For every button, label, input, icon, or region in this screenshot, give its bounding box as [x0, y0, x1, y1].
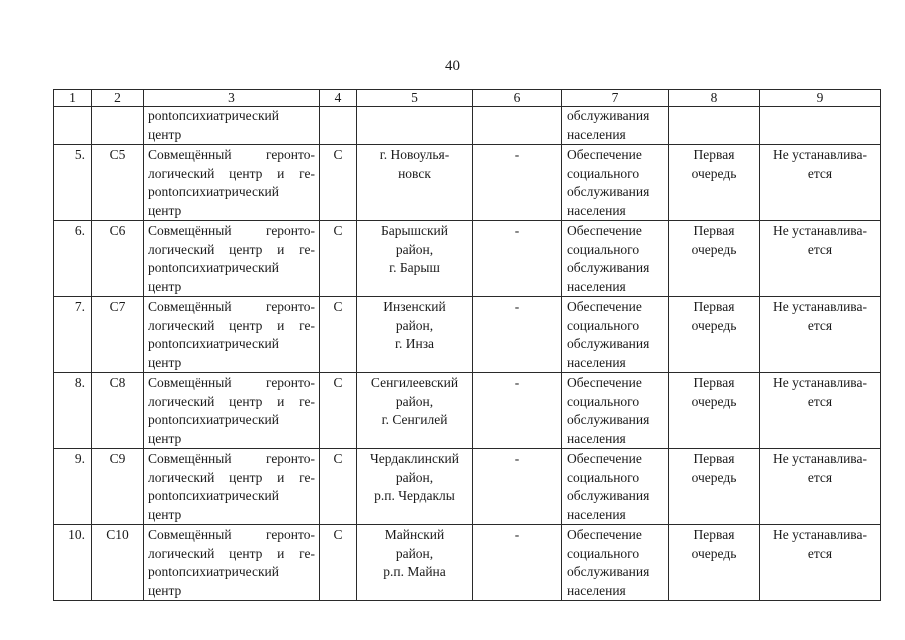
queue-line: Первая	[693, 147, 735, 162]
location-line: г. Инза	[394, 336, 435, 351]
column-header: 6	[473, 90, 562, 107]
queue-line: очередь	[691, 317, 737, 333]
type-cell: С	[320, 525, 357, 601]
dash-cell: -	[473, 525, 562, 601]
table-cell	[54, 107, 92, 145]
name-line: логический центр и ге-	[148, 393, 315, 409]
dash-cell: -	[473, 449, 562, 525]
table-row	[54, 449, 881, 525]
zone-line: Не устанавлива-	[773, 451, 867, 466]
location-line: район,	[395, 545, 434, 561]
purpose-line: Обеспечение	[567, 527, 642, 542]
purpose-line: социального	[567, 317, 640, 333]
column-header: 4	[320, 90, 357, 107]
row-number: 10.	[54, 525, 92, 601]
table-row	[54, 221, 881, 297]
purpose-line: социального	[567, 165, 640, 181]
name-cell	[144, 373, 320, 449]
queue-cell	[669, 221, 760, 297]
name-line: Совмещённый геронто-	[148, 299, 315, 314]
name-line: Совмещённый геронто-	[148, 527, 315, 542]
object-code: С7	[92, 297, 144, 373]
name-line: логический центр и ге-	[148, 469, 315, 485]
name-line: Совмещённый геронто-	[148, 147, 315, 162]
queue-cell	[669, 525, 760, 601]
zone-line: Не устанавлива-	[773, 527, 867, 542]
name-line: рontoпсихиатрический	[148, 336, 279, 351]
table-cell	[669, 107, 760, 145]
type-cell: С	[320, 297, 357, 373]
column-header: 1	[54, 90, 92, 107]
zone-line: Не устанавлива-	[773, 223, 867, 238]
purpose-line: социального	[567, 241, 640, 257]
continuation-row	[54, 107, 881, 145]
purpose-line: населения	[567, 126, 626, 142]
purpose-line: населения	[567, 202, 626, 218]
location-cell	[357, 373, 473, 449]
purpose-line: населения	[567, 354, 626, 370]
name-line: рontoпсихиатрический	[148, 184, 279, 199]
name-line: центр	[148, 506, 182, 522]
purpose-line: Обеспечение	[567, 375, 642, 390]
name-line: рontoпсихиатрический	[148, 260, 279, 275]
queue-line: Первая	[693, 299, 735, 314]
dash-cell: -	[473, 297, 562, 373]
zone-line: ется	[807, 545, 833, 561]
purpose-cell	[562, 373, 669, 449]
purpose-cell	[562, 297, 669, 373]
location-cell	[357, 449, 473, 525]
location-line: Барышский	[381, 223, 448, 238]
zone-line: Не устанавлива-	[773, 299, 867, 314]
table-cell	[473, 107, 562, 145]
zone-cell	[760, 297, 881, 373]
queue-line: очередь	[691, 393, 737, 409]
zone-cell	[760, 145, 881, 221]
queue-line: очередь	[691, 241, 737, 257]
location-line: р.п. Майна	[383, 564, 446, 579]
row-number: 9.	[54, 449, 92, 525]
type-cell: С	[320, 145, 357, 221]
queue-cell	[669, 373, 760, 449]
type-cell: С	[320, 221, 357, 297]
row-number: 7.	[54, 297, 92, 373]
table-row	[54, 145, 881, 221]
table-row	[54, 525, 881, 601]
table-row	[54, 297, 881, 373]
purpose-line: населения	[567, 582, 626, 598]
purpose-line: Обеспечение	[567, 299, 642, 314]
name-line: рontoпсихиатрический	[148, 564, 279, 579]
purpose-line: обслуживания	[567, 260, 650, 275]
object-code: С5	[92, 145, 144, 221]
purpose-line: населения	[567, 278, 626, 294]
name-line: Совмещённый геронто-	[148, 375, 315, 390]
column-header: 5	[357, 90, 473, 107]
zone-cell	[760, 449, 881, 525]
location-line: Майнский	[384, 527, 445, 542]
table-cell	[92, 107, 144, 145]
object-code: С8	[92, 373, 144, 449]
queue-cell	[669, 449, 760, 525]
name-line: центр	[148, 202, 182, 218]
type-cell: С	[320, 449, 357, 525]
location-cell	[357, 145, 473, 221]
name-line: центр	[148, 354, 182, 370]
name-line: логический центр и ге-	[148, 165, 315, 181]
dash-cell: -	[473, 145, 562, 221]
location-line: район,	[395, 241, 434, 257]
name-line: Совмещённый геронто-	[148, 451, 315, 466]
name-line: Совмещённый геронто-	[148, 223, 315, 238]
zone-cell	[760, 373, 881, 449]
purpose-line: обслуживания	[567, 564, 650, 579]
location-cell	[357, 525, 473, 601]
purpose-cell	[562, 107, 669, 145]
location-line: новск	[398, 165, 431, 181]
name-line: центр	[148, 430, 182, 446]
object-code: С9	[92, 449, 144, 525]
purpose-line: обслуживания	[567, 108, 650, 123]
queue-line: очередь	[691, 469, 737, 485]
name-cell	[144, 449, 320, 525]
type-cell: С	[320, 373, 357, 449]
location-line: р.п. Чердаклы	[374, 488, 455, 503]
location-line: район,	[395, 317, 434, 333]
queue-line: очередь	[691, 165, 737, 181]
row-number: 5.	[54, 145, 92, 221]
location-cell	[357, 221, 473, 297]
name-line: логический центр и ге-	[148, 317, 315, 333]
purpose-line: обслуживания	[567, 488, 650, 503]
name-cell	[144, 525, 320, 601]
location-line: район,	[395, 393, 434, 409]
purpose-line: населения	[567, 430, 626, 446]
queue-line: очередь	[691, 545, 737, 561]
queue-line: Первая	[693, 223, 735, 238]
header-row	[54, 90, 881, 107]
name-line: центр	[148, 278, 182, 294]
purpose-line: Обеспечение	[567, 147, 642, 162]
zone-cell	[760, 525, 881, 601]
purpose-line: социального	[567, 545, 640, 561]
location-line: район,	[395, 469, 434, 485]
queue-line: Первая	[693, 375, 735, 390]
purpose-line: социального	[567, 469, 640, 485]
zone-cell	[760, 221, 881, 297]
column-header: 2	[92, 90, 144, 107]
row-number: 8.	[54, 373, 92, 449]
purpose-cell	[562, 449, 669, 525]
row-number: 6.	[54, 221, 92, 297]
purpose-line: Обеспечение	[567, 451, 642, 466]
purpose-line: обслуживания	[567, 336, 650, 351]
page-number: 40	[445, 58, 460, 74]
queue-cell	[669, 145, 760, 221]
dash-cell: -	[473, 221, 562, 297]
table-cell	[320, 107, 357, 145]
table-cell	[357, 107, 473, 145]
name-line: рontoпсихиатрический	[148, 412, 279, 427]
object-code: С6	[92, 221, 144, 297]
table-cell	[760, 107, 881, 145]
dash-cell: -	[473, 373, 562, 449]
name-line: логический центр и ге-	[148, 241, 315, 257]
queue-line: Первая	[693, 527, 735, 542]
queue-line: Первая	[693, 451, 735, 466]
name-line: центр	[148, 582, 182, 598]
name-cell	[144, 221, 320, 297]
purpose-cell	[562, 221, 669, 297]
name-line: рontoпсихиатрический	[148, 488, 279, 503]
column-header: 9	[760, 90, 881, 107]
table-row	[54, 373, 881, 449]
name-line: центр	[148, 126, 182, 142]
purpose-line: населения	[567, 506, 626, 522]
name-line: логический центр и ге-	[148, 545, 315, 561]
zone-line: ется	[807, 393, 833, 409]
zone-line: Не устанавлива-	[773, 375, 867, 390]
location-line: Инзенский	[383, 299, 446, 314]
purpose-cell	[562, 525, 669, 601]
name-cell	[144, 145, 320, 221]
name-cell	[144, 297, 320, 373]
queue-cell	[669, 297, 760, 373]
purpose-line: социального	[567, 393, 640, 409]
location-line: Сенгилеевский	[370, 375, 459, 390]
location-line: г. Сенгилей	[381, 412, 448, 427]
name-line: рontoпсихиатрический	[148, 108, 279, 123]
purpose-line: обслуживания	[567, 184, 650, 199]
zone-line: Не устанавлива-	[773, 147, 867, 162]
column-header: 7	[562, 90, 669, 107]
purpose-line: обслуживания	[567, 412, 650, 427]
location-line: г. Барыш	[389, 260, 440, 275]
zone-line: ется	[807, 469, 833, 485]
location-line: Чердаклинский	[370, 451, 459, 466]
location-cell	[357, 297, 473, 373]
zone-line: ется	[807, 241, 833, 257]
purpose-line: Обеспечение	[567, 223, 642, 238]
location-line: г. Новоулья-	[379, 147, 450, 162]
name-cell	[144, 107, 320, 145]
column-header: 8	[669, 90, 760, 107]
table-body	[54, 90, 881, 601]
zone-line: ется	[807, 317, 833, 333]
object-code: С10	[92, 525, 144, 601]
column-header: 3	[144, 90, 320, 107]
zone-line: ется	[807, 165, 833, 181]
purpose-cell	[562, 145, 669, 221]
facilities-table	[53, 89, 881, 601]
